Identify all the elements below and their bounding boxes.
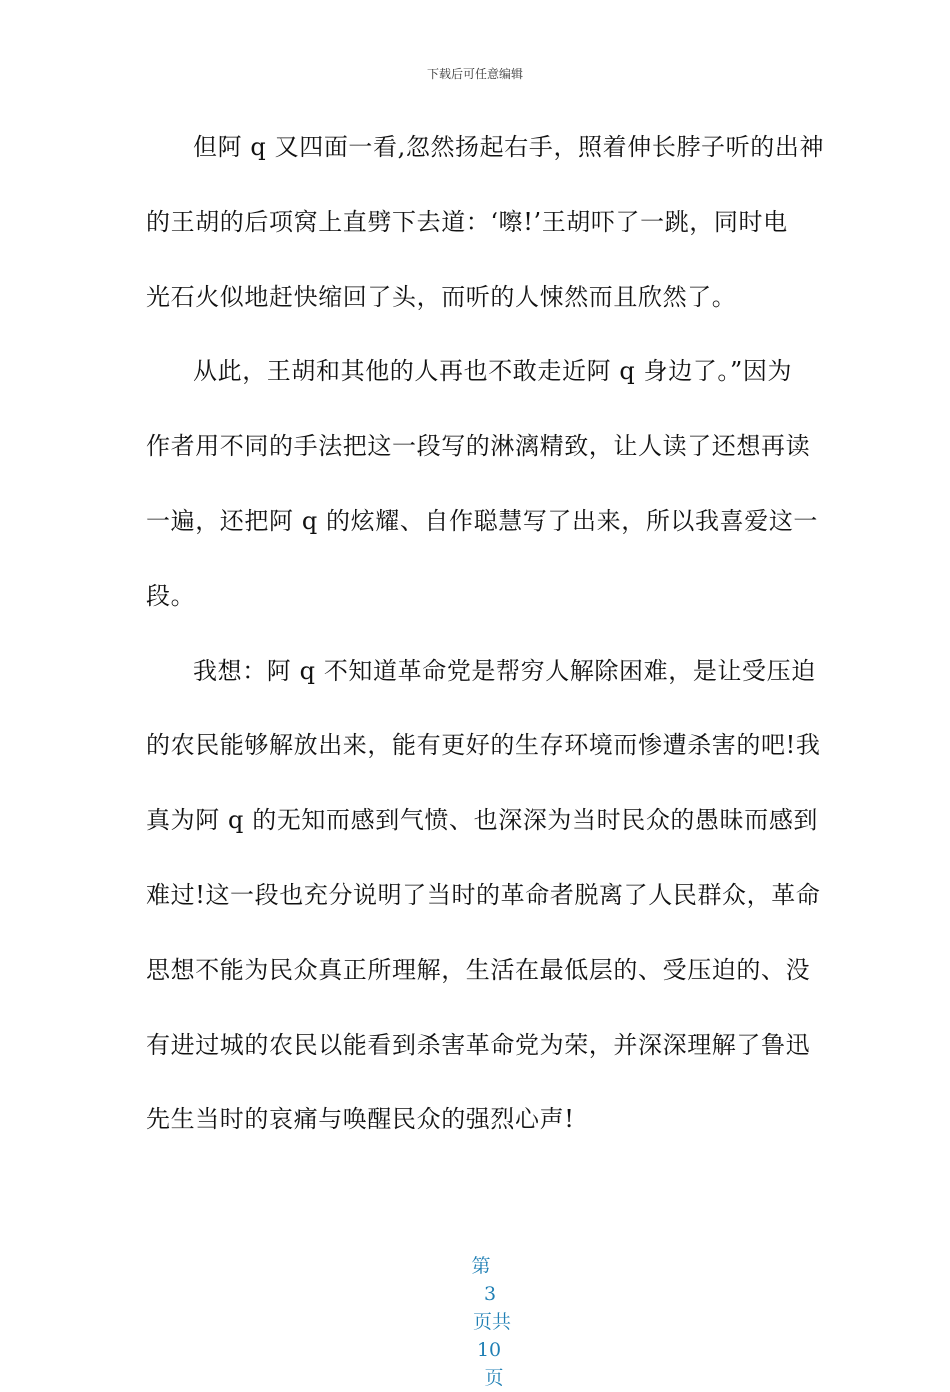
paragraph-2 bbox=[146, 334, 819, 633]
footer-page-middle: 页共 bbox=[473, 1311, 512, 1333]
page-footer bbox=[0, 1224, 950, 1392]
paragraph-line: 段。 bbox=[146, 581, 196, 610]
paragraph-line: 但阿 q 又四面一看,忽然扬起右手，照着伸长脖子听的出神 bbox=[193, 133, 825, 161]
paragraph-line: 我想：阿 q 不知道革命党是帮穷人解除困难，是让受压迫 bbox=[193, 656, 816, 685]
header-text: 下载后可任意编辑 bbox=[426, 67, 523, 81]
paragraph-line: 真为阿 q 的无知而感到气愤、也深深为当时民众的愚昧而感到 bbox=[146, 806, 819, 835]
paragraph-line: 光石火似地赶快缩回了头，而听的人悚然而且欣然了。 bbox=[146, 282, 737, 311]
footer-total-pages: 10 bbox=[476, 1339, 502, 1361]
document-body bbox=[146, 110, 825, 1157]
paragraph-line: 有进过城的农民以能看到杀害革命党为荣，并深深理解了鲁迅 bbox=[146, 1030, 811, 1059]
footer-current-page: 3 bbox=[484, 1283, 497, 1305]
paragraph-line: 的王胡的后项窝上直劈下去道：‘嚓!’王胡吓了一跳，同时电 bbox=[146, 207, 788, 236]
paragraph-line: 从此，王胡和其他的人再也不敢走近阿 q 身边了。”因为 bbox=[193, 357, 793, 386]
paragraph-line: 作者用不同的手法把这一段写的淋漓精致，让人读了还想再读 bbox=[146, 432, 811, 461]
paragraph-line: 一遍，还把阿 q 的炫耀、自作聪慧写了出来，所以我喜爱这一 bbox=[146, 506, 819, 535]
page-header bbox=[0, 66, 950, 82]
footer-page-suffix: 页 bbox=[484, 1367, 504, 1389]
paragraph-line: 难过!这一段也充分说明了当时的革命者脱离了人民群众，革命 bbox=[146, 880, 821, 909]
paragraph-line: 先生当时的哀痛与唤醒民众的强烈心声! bbox=[146, 1105, 575, 1134]
paragraph-1 bbox=[146, 110, 825, 334]
paragraph-line: 的农民能够解放出来，能有更好的生存环境而惨遭杀害的吧!我 bbox=[146, 731, 821, 760]
paragraph-3 bbox=[146, 634, 821, 1158]
paragraph-line: 思想不能为民众真正所理解，生活在最低层的、受压迫的、没 bbox=[146, 955, 811, 984]
footer-page-prefix: 第 bbox=[471, 1255, 491, 1277]
